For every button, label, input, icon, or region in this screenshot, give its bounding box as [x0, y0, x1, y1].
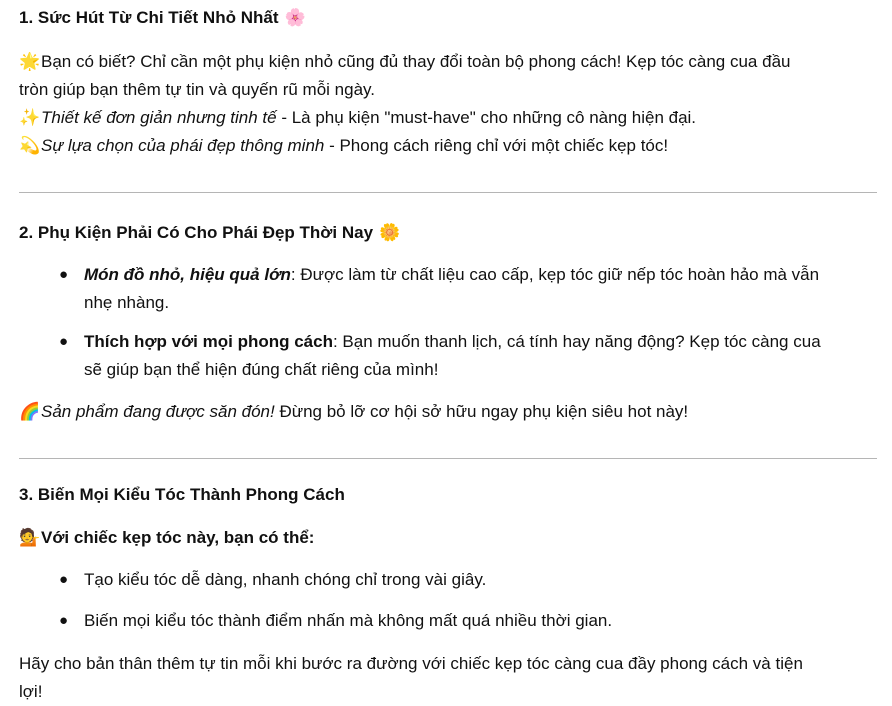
- section1-title: 1. Sức Hút Từ Chi Tiết Nhỏ Nhất: [19, 8, 279, 27]
- bullet-dot: ●: [59, 571, 69, 588]
- bullet1-line2: nhẹ nhàng.: [84, 293, 170, 312]
- section2-promo: [19, 398, 688, 426]
- intro-line1: Bạn có biết? Chỉ cần một phụ kiện nhỏ cũng đủ thay đổi toàn bộ phong cách! Kẹp tóc càng cua đầu: [41, 52, 791, 71]
- blossom-flower-icon: 🌼: [379, 223, 401, 243]
- bullet2-line1: : Bạn muốn thanh lịch, cá tính hay năng động? Kẹp tóc càng cua: [332, 332, 821, 351]
- section-divider-2: [19, 458, 877, 459]
- section3-bullet-2: [84, 607, 877, 635]
- section3-heading: [19, 483, 345, 507]
- line2-rest: - Là phụ kiện "must-have" cho những cô nàng hiện đại.: [276, 108, 697, 127]
- line3-rest: - Phong cách riêng chỉ với một chiếc kẹp tóc!: [324, 136, 669, 155]
- bullet1-line1: : Được làm từ chất liệu cao cấp, kẹp tóc giữ nếp tóc hoàn hảo mà vẫn: [290, 265, 820, 284]
- section1-heading: [19, 6, 306, 30]
- bullet1-bold: Món đồ nhỏ, hiệu quả lớn: [84, 265, 291, 284]
- sparkles-icon: ✨: [19, 108, 41, 128]
- section1-intro: [19, 48, 790, 104]
- section2-bullet-1: [84, 261, 877, 317]
- section3-bullet-1: [84, 566, 877, 594]
- section2-heading: [19, 221, 401, 245]
- line2-emphasis: Thiết kế đơn giản nhưng tinh tế: [41, 108, 277, 127]
- section3-subheading: [19, 524, 314, 552]
- dizzy-star-icon: 💫: [19, 136, 41, 156]
- section3-closing: [19, 650, 803, 706]
- closing-line1: Hãy cho bản thân thêm tự tin mỗi khi bước ra đường với chiếc kẹp tóc càng cua đầy phong cách và tiện: [19, 654, 803, 673]
- subheading-text: Với chiếc kẹp tóc này, bạn có thể:: [41, 528, 315, 547]
- section2-title: 2. Phụ Kiện Phải Có Cho Phái Đẹp Thời Nay: [19, 223, 374, 242]
- line3-emphasis: Sự lựa chọn của phái đẹp thông minh: [41, 136, 325, 155]
- intro-line2: tròn giúp bạn thêm tự tin và quyến rũ mỗi ngày.: [19, 80, 375, 99]
- bullet2-line2: sẽ giúp bạn thể hiện đúng chất riêng của mình!: [84, 360, 439, 379]
- bullet-dot: ●: [59, 266, 69, 283]
- section1-line2: [19, 104, 696, 132]
- promo-emphasis: Sản phẩm đang được săn đón!: [41, 402, 275, 421]
- closing-line2: lợi!: [19, 682, 43, 701]
- person-tipping-hand-icon: 💁: [19, 528, 41, 548]
- section3-bullet1-text: Tạo kiểu tóc dễ dàng, nhanh chóng chỉ trong vài giây.: [84, 570, 487, 589]
- cherry-blossom-icon: 🌸: [284, 8, 306, 28]
- section3-bullet2-text: Biến mọi kiểu tóc thành điểm nhấn mà không mất quá nhiều thời gian.: [84, 611, 613, 630]
- bullet2-bold: Thích hợp với mọi phong cách: [84, 332, 333, 351]
- bullet-dot: ●: [59, 333, 69, 350]
- section1-line3: [19, 132, 668, 160]
- rainbow-icon: 🌈: [19, 402, 41, 422]
- section-divider-1: [19, 192, 877, 193]
- promo-rest: Đừng bỏ lỡ cơ hội sở hữu ngay phụ kiện siêu hot này!: [274, 402, 689, 421]
- sun-icon: 🌟: [19, 52, 41, 72]
- section3-title: 3. Biến Mọi Kiểu Tóc Thành Phong Cách: [19, 485, 345, 504]
- section2-bullet-2: [84, 328, 877, 384]
- bullet-dot: ●: [59, 612, 69, 629]
